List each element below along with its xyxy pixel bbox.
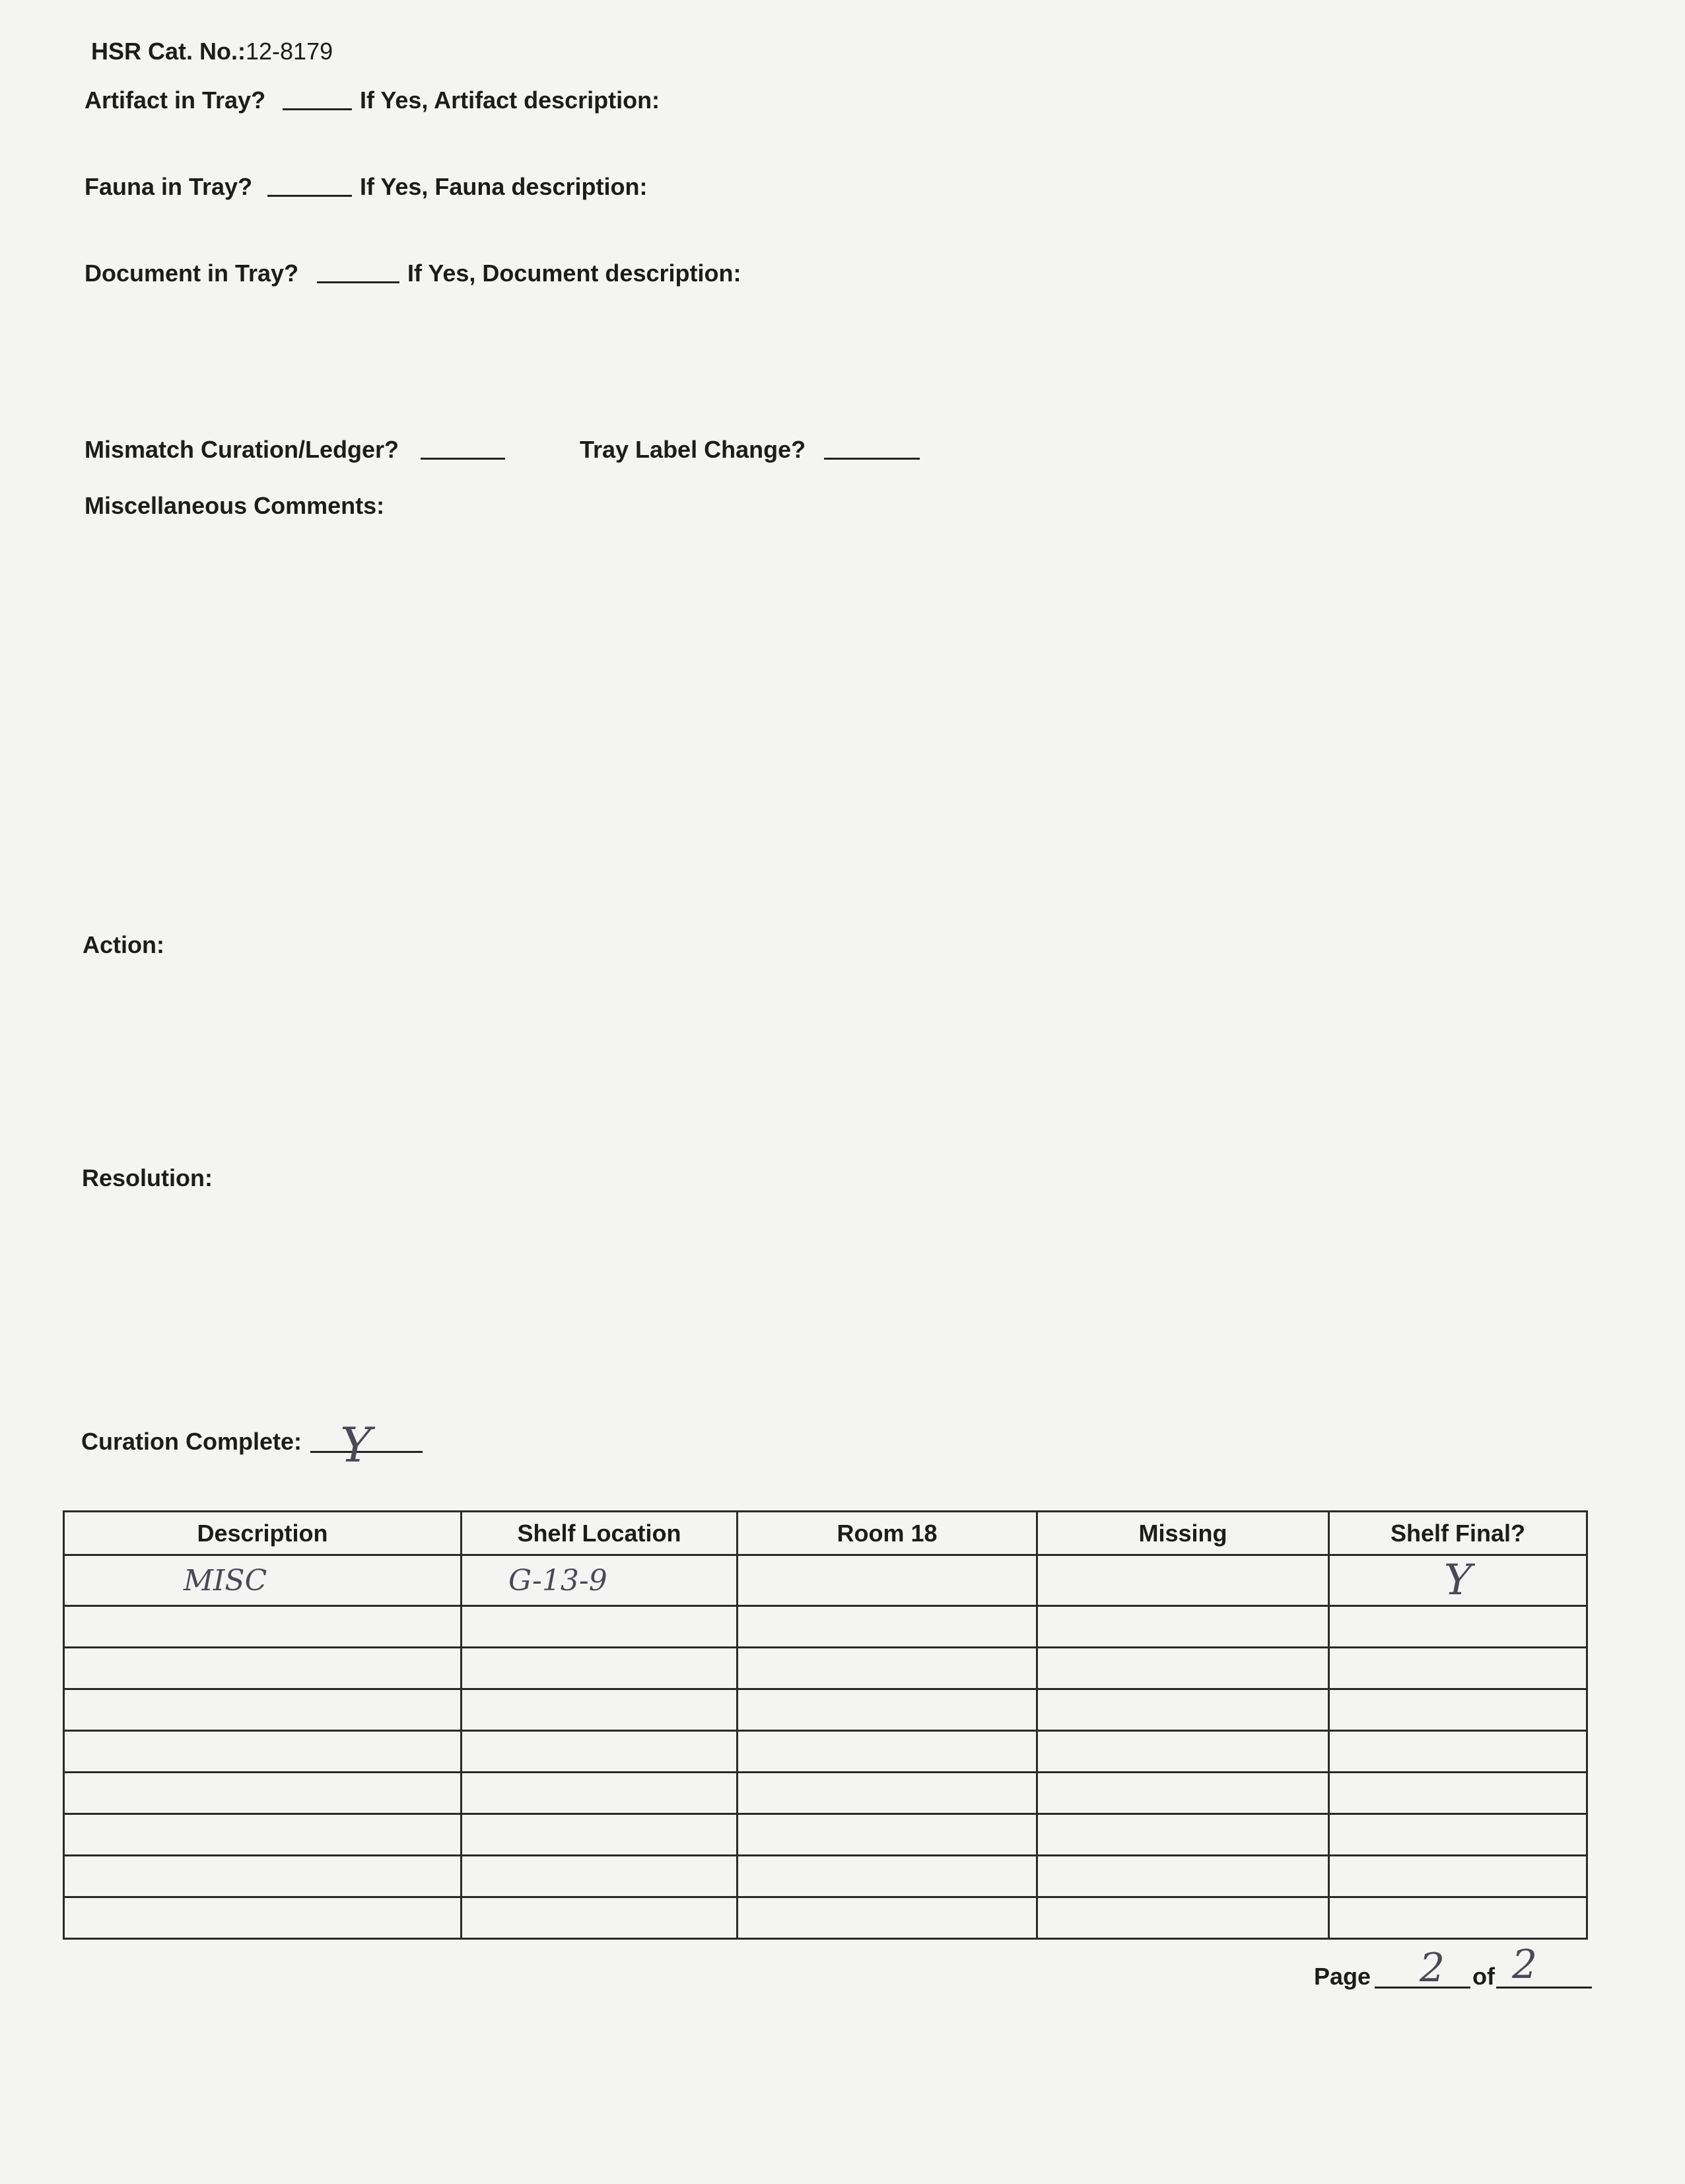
cell-shelf-location[interactable] [462,1731,738,1773]
page-total-field[interactable] [1496,1987,1592,1989]
cell-shelf-final[interactable] [1329,1606,1587,1648]
table-row [64,1897,1587,1939]
document-question: Document in Tray? [85,260,299,287]
curation-complete-label: Curation Complete: [81,1428,302,1455]
table-row [64,1648,1587,1689]
cell-room-18[interactable] [738,1897,1037,1939]
document-description-label: If Yes, Document description: [407,260,741,287]
cell-shelf-final[interactable] [1329,1731,1587,1773]
fauna-answer-field[interactable] [267,195,352,197]
cell-room-18[interactable] [738,1856,1037,1897]
cat-no-value: 12-8179 [246,38,333,65]
header-description: Description [64,1512,462,1555]
cell-missing[interactable] [1037,1856,1329,1897]
table-row [64,1773,1587,1814]
cell-shelf-location[interactable] [462,1897,738,1939]
cell-shelf-final[interactable]: Y [1329,1555,1587,1606]
cell-missing[interactable] [1037,1555,1329,1606]
table-row [64,1555,1587,1606]
cell-missing[interactable] [1037,1731,1329,1773]
mismatch-question: Mismatch Curation/Ledger? [85,436,399,463]
cell-description[interactable] [64,1731,462,1773]
cat-no [91,40,333,63]
tray-label-change-question: Tray Label Change? [580,436,806,463]
cell-room-18[interactable] [738,1689,1037,1731]
cell-description[interactable] [64,1648,462,1689]
cell-room-18[interactable] [738,1555,1037,1606]
cell-description[interactable] [64,1897,462,1939]
cell-missing[interactable] [1037,1689,1329,1731]
cell-room-18[interactable] [738,1606,1037,1648]
cell-description[interactable] [64,1606,462,1648]
header-missing: Missing [1037,1512,1329,1555]
cell-room-18[interactable] [738,1814,1037,1856]
of-label: of [1472,1963,1495,1990]
cell-room-18[interactable] [738,1648,1037,1689]
header-shelf-final: Shelf Final? [1329,1512,1587,1555]
cell-shelf-final[interactable] [1329,1856,1587,1897]
cell-shelf-final[interactable] [1329,1897,1587,1939]
cell-description[interactable]: MISC [64,1555,462,1606]
table-row [64,1856,1587,1897]
artifact-description-label: If Yes, Artifact description: [360,87,660,114]
cell-description[interactable] [64,1773,462,1814]
cell-description[interactable] [64,1814,462,1856]
cell-missing[interactable] [1037,1773,1329,1814]
cell-missing[interactable] [1037,1606,1329,1648]
cell-missing[interactable] [1037,1648,1329,1689]
misc-comments-label: Miscellaneous Comments: [85,492,385,519]
table-header-row [64,1512,1587,1555]
header-room-18: Room 18 [738,1512,1037,1555]
cell-shelf-location[interactable] [462,1648,738,1689]
cell-shelf-location[interactable] [462,1689,738,1731]
cell-shelf-final[interactable] [1329,1773,1587,1814]
cell-room-18[interactable] [738,1731,1037,1773]
cell-room-18[interactable] [738,1773,1037,1814]
table-row [64,1814,1587,1856]
document-answer-field[interactable] [317,281,399,283]
cell-shelf-location[interactable] [462,1814,738,1856]
cell-shelf-final[interactable] [1329,1648,1587,1689]
cell-shelf-final[interactable] [1329,1814,1587,1856]
action-label: Action: [83,931,164,958]
fauna-description-label: If Yes, Fauna description: [360,173,648,200]
cell-description[interactable] [64,1689,462,1731]
cell-shelf-location[interactable]: G-13-9 [462,1555,738,1606]
tray-label-change-answer-field[interactable] [824,458,920,460]
page-label: Page [1314,1963,1371,1990]
table-row [64,1731,1587,1773]
fauna-question: Fauna in Tray? [85,173,253,200]
curation-complete-value: Y [340,1417,372,1473]
cat-no-label: HSR Cat. No.: [91,38,246,65]
cell-shelf-final[interactable] [1329,1689,1587,1731]
cell-missing[interactable] [1037,1814,1329,1856]
header-shelf-location: Shelf Location [462,1512,738,1555]
page-total-value: 2 [1512,1942,1538,1988]
page-number-value: 2 [1420,1945,1445,1991]
table-row [64,1606,1587,1648]
table-row [64,1689,1587,1731]
artifact-answer-field[interactable] [283,108,352,110]
cell-missing[interactable] [1037,1897,1329,1939]
cell-description[interactable] [64,1856,462,1897]
cell-shelf-location[interactable] [462,1856,738,1897]
inventory-table [63,1510,1588,1940]
mismatch-answer-field[interactable] [421,458,505,460]
cell-shelf-location[interactable] [462,1606,738,1648]
artifact-question: Artifact in Tray? [85,87,266,114]
cell-shelf-location[interactable] [462,1773,738,1814]
resolution-label: Resolution: [82,1164,213,1191]
